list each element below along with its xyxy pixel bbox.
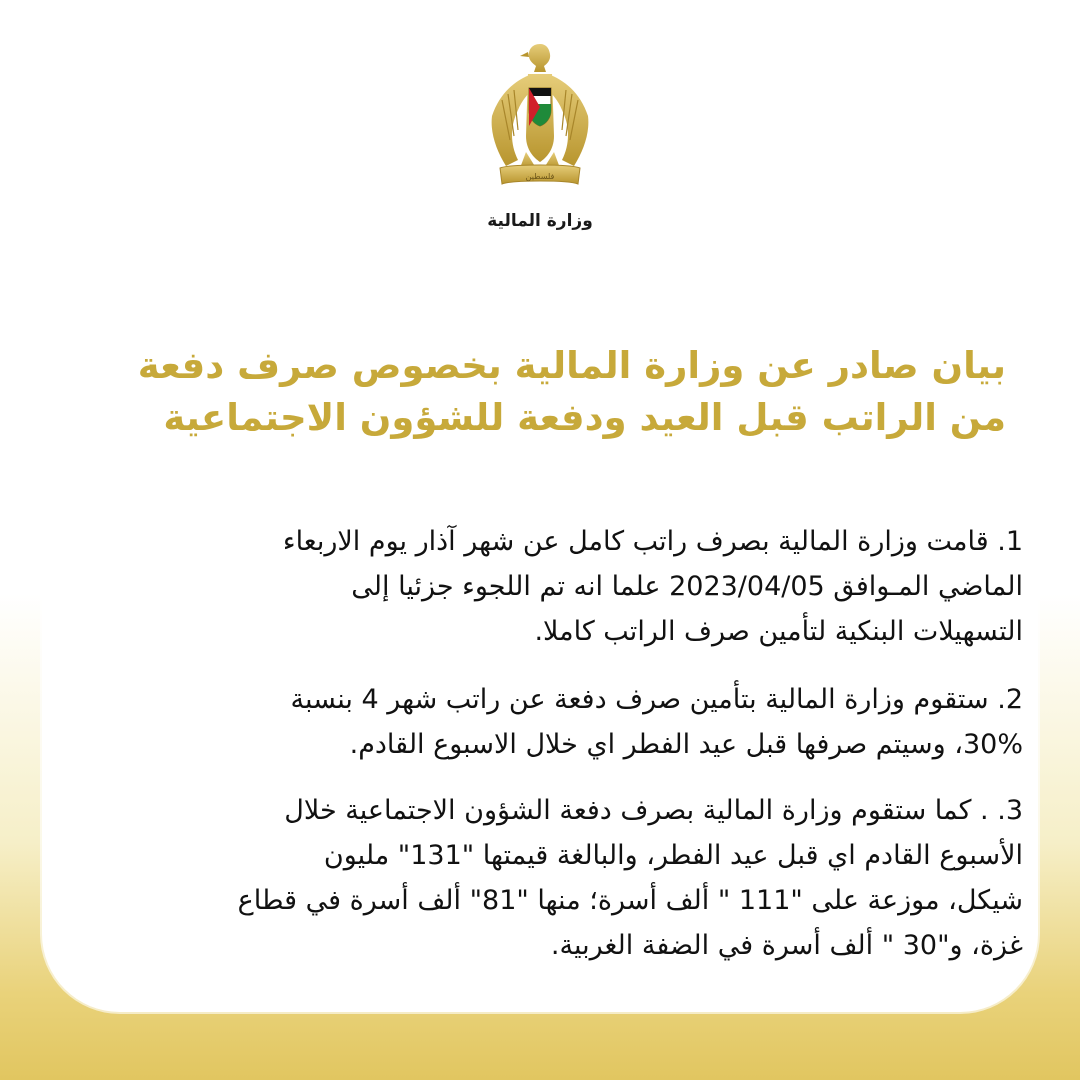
item-line: الماضي المـوافق 2023/04/05 علما انه تم اللجوء جزئيا إلى <box>351 571 1023 602</box>
item-line: التسهيلات البنكية لتأمين صرف الراتب كاملا. <box>534 616 1023 647</box>
palestine-eagle-emblem-icon <box>480 40 600 192</box>
item-line: 1. قامت وزارة المالية بصرف راتب كامل عن شهر آذار يوم الاربعاء <box>282 526 1023 557</box>
item-line: شيكل، موزعة على "111 " ألف أسرة؛ منها "81" ألف أسرة في قطاع <box>237 885 1023 916</box>
title-line-1: بيان صادر عن وزارة المالية بخصوص صرف دفعة <box>137 344 1006 387</box>
title-line-2: من الراتب قبل العيد ودفعة للشؤون الاجتماعية <box>163 396 1006 439</box>
item-line: 2. ستقوم وزارة المالية بتأمين صرف دفعة عن راتب شهر 4 بنسبة <box>290 684 1023 715</box>
item-line: غزة، و"30 " ألف أسرة في الضفة الغربية. <box>550 930 1023 961</box>
item-line: 3. . كما ستقوم وزارة المالية بصرف دفعة الشؤون الاجتماعية خلال <box>284 795 1023 826</box>
svg-text:فلسطين: فلسطين <box>525 172 555 181</box>
item-line: الأسبوع القادم اي قبل عيد الفطر، والبالغة قيمتها "131" مليون <box>323 840 1023 871</box>
statement-item-2 <box>55 677 1023 767</box>
item-line: 30%، وسيتم صرفها قبل عيد الفطر اي خلال الاسبوع القادم. <box>349 729 1023 760</box>
statement-item-1 <box>55 519 1023 654</box>
ministry-name: وزارة المالية <box>487 211 593 231</box>
statement-title <box>70 340 1006 444</box>
statement-item-3 <box>55 788 1023 968</box>
